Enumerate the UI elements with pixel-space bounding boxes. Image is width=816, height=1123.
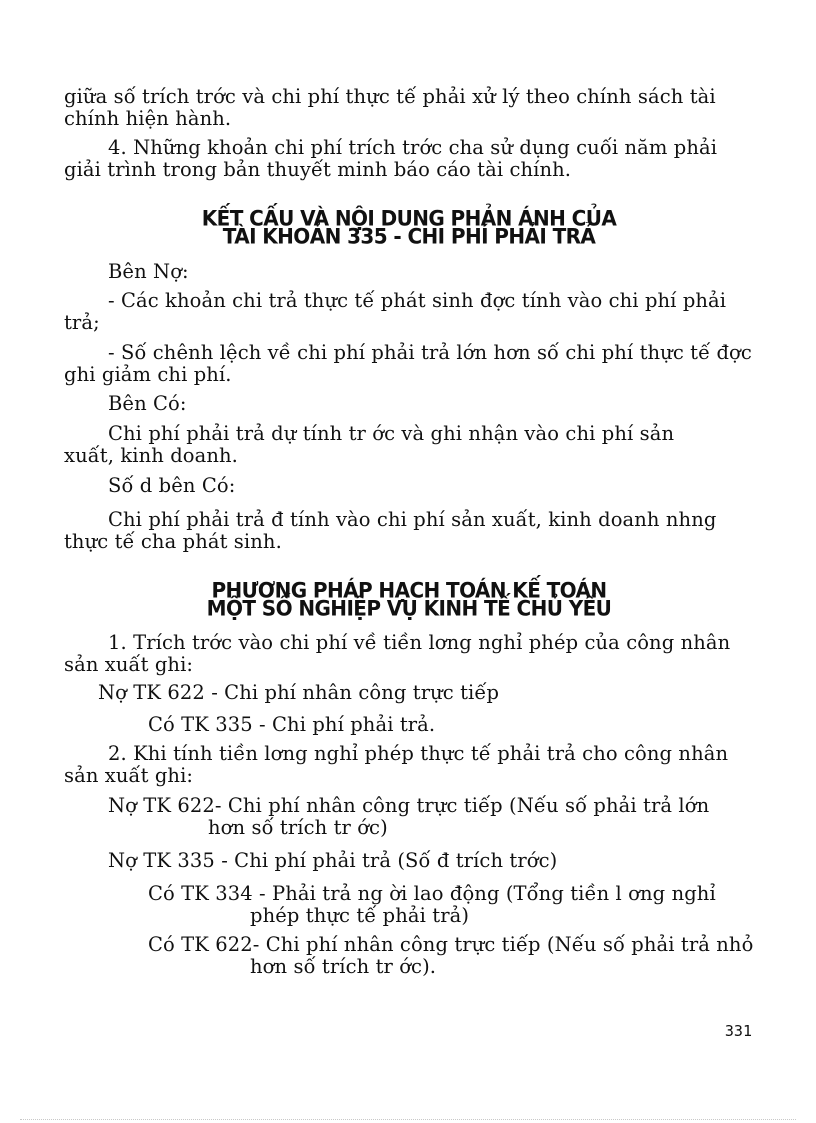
paragraph-line: ghi giảm chi phí. [64,363,232,386]
paragraph-line: xuất, kinh doanh. [64,444,238,467]
section-heading: TÀI KHOẢN 335 - CHI PHÍ PHẢI TRẢ [222,223,596,249]
paragraph-line: chính hiện hành. [64,107,232,130]
entry-credit: Có TK 622- Chi phí nhân công trực tiếp (Nếu số phải trả nhỏ [148,933,754,956]
paragraph-line: 4. Những khoản chi phí trích trớc cha sử dụng cuối năm phải [108,136,718,159]
paragraph-line: giải trình trong bản thuyết minh báo cáo tài chính. [64,158,572,181]
entry-credit-continued: hơn số trích tr ớc). [250,955,437,978]
paragraph-line: giữa số trích trớc và chi phí thực tế phải xử lý theo chính sách tài [64,85,716,108]
entry-credit: Có TK 335 - Chi phí phải trả. [148,713,436,736]
page-edge-divider [20,1119,796,1120]
entry-debit-continued: hơn số trích tr ớc) [208,816,388,839]
paragraph-line: sản xuất ghi: [64,653,194,676]
entry-credit: Có TK 334 - Phải trả ng ời lao động (Tổng tiền l ơng nghỉ [148,882,716,905]
paragraph-line: sản xuất ghi: [64,764,194,787]
paragraph-line: 2. Khi tính tiền lơng nghỉ phép thực tế phải trả cho công nhân [108,742,729,765]
paragraph-line: 1. Trích trớc vào chi phí về tiền lơng nghỉ phép của công nhân [108,631,731,654]
paragraph-line: Số d bên Có: [108,474,236,497]
section-heading: KẾT CẤU VÀ NỘI DUNG PHẢN ÁNH CỦA [201,205,617,231]
entry-debit: Nợ TK 622 - Chi phí nhân công trực tiếp [98,681,500,704]
paragraph-line: - Các khoản chi trả thực tế phát sinh đợc tính vào chi phí phải [108,289,727,312]
paragraph-line: trả; [64,311,100,334]
page-number: 331 [724,1022,752,1040]
section-heading: PHƯƠNG PHÁP HẠCH TOÁN KẾ TOÁN [211,577,607,603]
section-heading: MỘT SỐ NGHIỆP VỤ KINH TẾ CHỦ YẾU [206,595,612,621]
entry-debit: Nợ TK 622- Chi phí nhân công trực tiếp (Nếu số phải trả lớn [108,794,710,817]
paragraph-line: thực tế cha phát sinh. [64,530,282,553]
paragraph-line: Chi phí phải trả dự tính tr ớc và ghi nhận vào chi phí sản [108,422,675,445]
paragraph-line: Chi phí phải trả đ tính vào chi phí sản xuất, kinh doanh nhng [108,508,717,531]
entry-debit: Nợ TK 335 - Chi phí phải trả (Số đ trích trớc) [108,849,558,872]
paragraph-line: - Số chênh lệch về chi phí phải trả lớn hơn số chi phí thực tế đợc [108,341,752,364]
entry-credit-continued: phép thực tế phải trả) [250,904,470,927]
paragraph-line: Bên Có: [108,392,187,415]
paragraph-line: Bên Nợ: [108,260,189,283]
